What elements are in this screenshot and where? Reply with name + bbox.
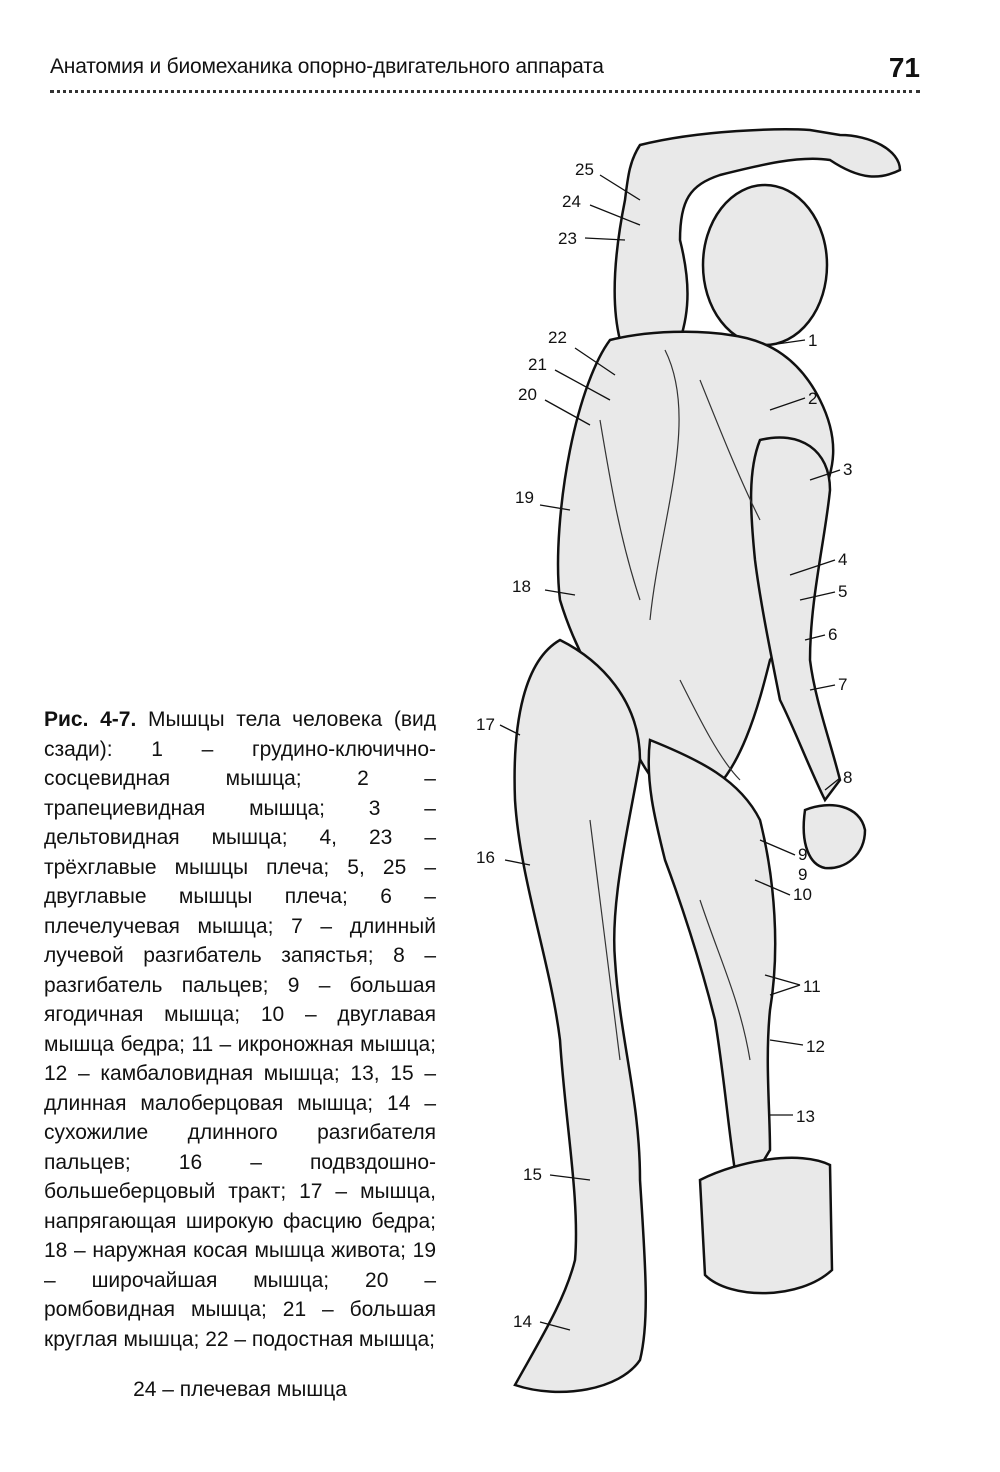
label-18: 18 (512, 577, 531, 596)
figure-caption (44, 705, 436, 1354)
caption-text: Мышцы тела человека (вид сзади): 1 – грудино-ключично-сосцевидная мышца; 2 – трапециевидная мышца; 3 – дельтовидная мышца; 4, 23 – трёхглавые мышцы плеча; 5, 25 – двуглавые мышцы плеча; 6 – плечелучевая мышца; 7 – длинный лучевой разгибатель запястья; 8 – разгибатель пальцев; 9 – большая ягодичная мышца; 10 – двуглавая мышца бедра; 11 – икроножная мышца; 12 – камбаловидная мышца; 13, 15 – длинная малоберцовая мышца; 14 – сухожилие длинного разгибателя пальцев; 16 – подвздошно-большеберцовый тракт; 17 – мышца, напрягающая широкую фасцию бедра; 18 – наружная косая мышца живота; 19 – широчайшая мышца; 20 – ромбовидная мышца; 21 – большая круглая мышца; 22 – подостная мышца; (44, 708, 437, 1351)
label-8: 8 (843, 768, 853, 787)
label-13: 13 (796, 1107, 815, 1126)
page-number: 71 (888, 52, 920, 83)
label-2: 2 (808, 389, 818, 408)
label-22: 22 (548, 328, 567, 347)
running-title: Анатомия и биомеханика опорно-двигательного аппарата (50, 55, 604, 78)
label-3: 3 (843, 460, 853, 479)
label-20: 20 (518, 385, 537, 404)
label-6: 6 (828, 625, 838, 644)
label-7: 7 (838, 675, 848, 694)
label-19: 19 (515, 488, 534, 507)
label-10: 10 (793, 885, 812, 904)
label-9b: 9 (798, 865, 808, 884)
muscle-anatomy-illustration (470, 110, 940, 1430)
label-25: 25 (575, 160, 594, 179)
label-24: 24 (562, 192, 581, 211)
figure-number: Рис. 4-7. (44, 708, 137, 731)
label-5: 5 (838, 582, 848, 601)
label-15: 15 (523, 1165, 542, 1184)
caption-last-line: 24 – плечевая мышца (133, 1378, 347, 1401)
label-1: 1 (808, 331, 818, 350)
label-16: 16 (476, 848, 495, 867)
label-9a: 9 (798, 845, 808, 864)
label-11: 11 (803, 977, 821, 996)
label-23: 23 (558, 229, 577, 248)
label-17: 17 (476, 715, 495, 734)
label-21: 21 (528, 355, 547, 374)
header-dotted-rule (50, 90, 920, 93)
label-14: 14 (513, 1312, 532, 1331)
label-12: 12 (806, 1037, 825, 1056)
label-4: 4 (838, 550, 848, 569)
